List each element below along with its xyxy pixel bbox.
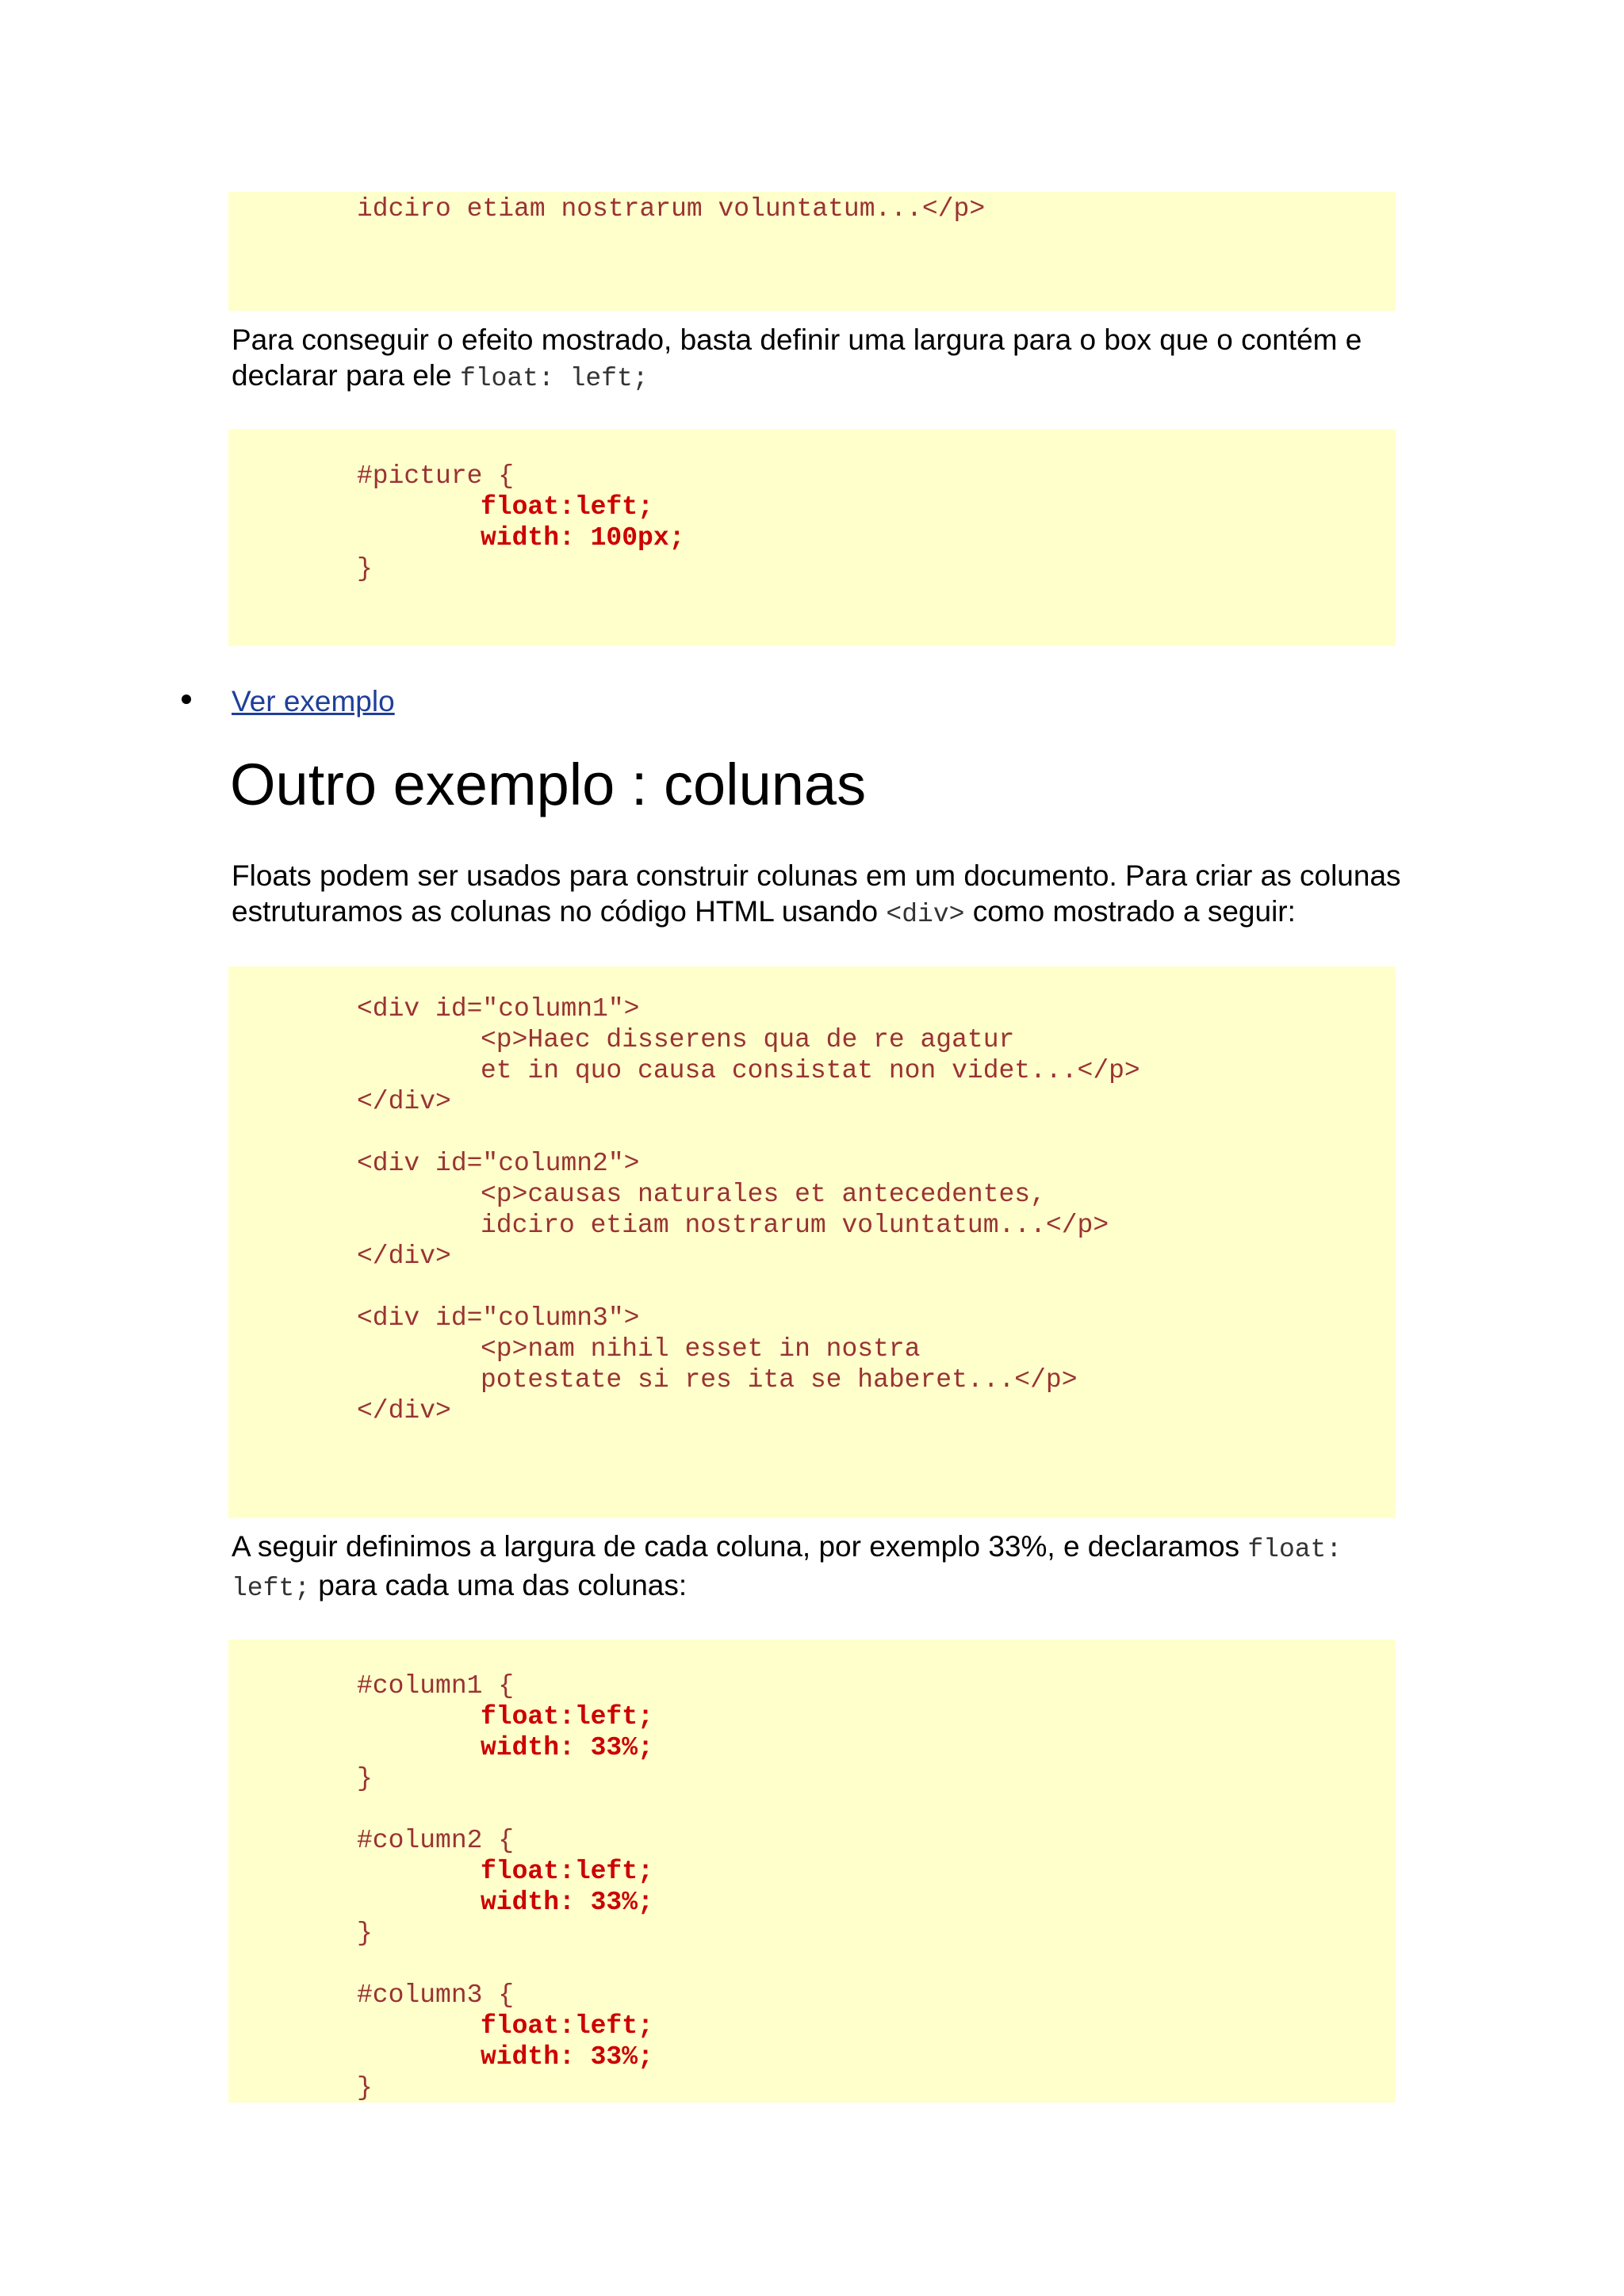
css-selector: #column1 { [357, 1671, 515, 1701]
paragraph-text: Floats podem ser usados para construir colunas em um documento. Para criar as colunas [232, 859, 1401, 892]
css-selector: #column2 { [357, 1826, 515, 1855]
css-selector: #picture { [357, 461, 515, 491]
inline-code: left; [232, 1574, 311, 1603]
paragraph-columns-intro [232, 858, 1405, 932]
css-selector: #column3 { [357, 1980, 515, 2010]
css-property: width: 33%; [481, 1733, 653, 1762]
ver-exemplo-link[interactable]: Ver exemplo [232, 685, 395, 718]
css-close-brace: } [357, 1764, 373, 1793]
css-close-brace: } [357, 1919, 373, 1948]
code-line: idciro etiam nostrarum voluntatum...</p> [357, 194, 986, 224]
code-line: <p>Haec disserens qua de re agatur [481, 1025, 1015, 1054]
inline-code: <div> [886, 900, 965, 929]
paragraph-column-width [232, 1529, 1405, 1606]
paragraph-text: para cada uma das colunas: [310, 1569, 688, 1601]
css-close-brace: } [357, 554, 373, 584]
inline-code: float: left; [459, 364, 649, 393]
code-line: <p>nam nihil esset in nostra [481, 1334, 921, 1364]
code-block-tail [228, 192, 1396, 311]
paragraph-float-intro [232, 322, 1405, 396]
code-line: <div id="column2"> [357, 1149, 640, 1178]
code-line: idciro etiam nostrarum voluntatum...</p> [481, 1211, 1109, 1240]
code-block-html-columns [228, 966, 1396, 1518]
paragraph-text: Para conseguir o efeito mostrado, basta definir uma largura para o box que o contém e [232, 323, 1362, 356]
code-block-picture [228, 429, 1396, 646]
bullet-icon [182, 695, 191, 704]
code-line: </div> [357, 1087, 451, 1116]
inline-code: float: [1247, 1535, 1342, 1564]
code-line: </div> [357, 1396, 451, 1425]
css-close-brace: } [357, 2073, 373, 2103]
css-property: width: 33%; [481, 1888, 653, 1917]
paragraph-text: A seguir definimos a largura de cada coluna, por exemplo 33%, e declaramos [232, 1530, 1248, 1563]
css-property: width: 33%; [481, 2042, 653, 2072]
code-line: et in quo causa consistat non videt...</p> [481, 1056, 1140, 1085]
css-property: width: 100px; [481, 523, 685, 553]
code-line: </div> [357, 1242, 451, 1271]
code-line: potestate si res ita se haberet...</p> [481, 1365, 1078, 1395]
paragraph-text: estruturamos as colunas no código HTML usando [232, 895, 887, 928]
css-property: float:left; [481, 2011, 653, 2041]
paragraph-text: como mostrado a seguir: [964, 895, 1296, 928]
code-block-css-columns [228, 1640, 1396, 2103]
code-line: <div id="column3"> [357, 1303, 640, 1333]
section-heading: Outro exemplo : colunas [230, 752, 867, 817]
css-property: float:left; [481, 1702, 653, 1732]
css-property: float:left; [481, 492, 653, 522]
paragraph-text: declarar para ele [232, 359, 460, 392]
code-line: <div id="column1"> [357, 994, 640, 1024]
css-property: float:left; [481, 1857, 653, 1886]
code-line: <p>causas naturales et antecedentes, [481, 1180, 1046, 1209]
